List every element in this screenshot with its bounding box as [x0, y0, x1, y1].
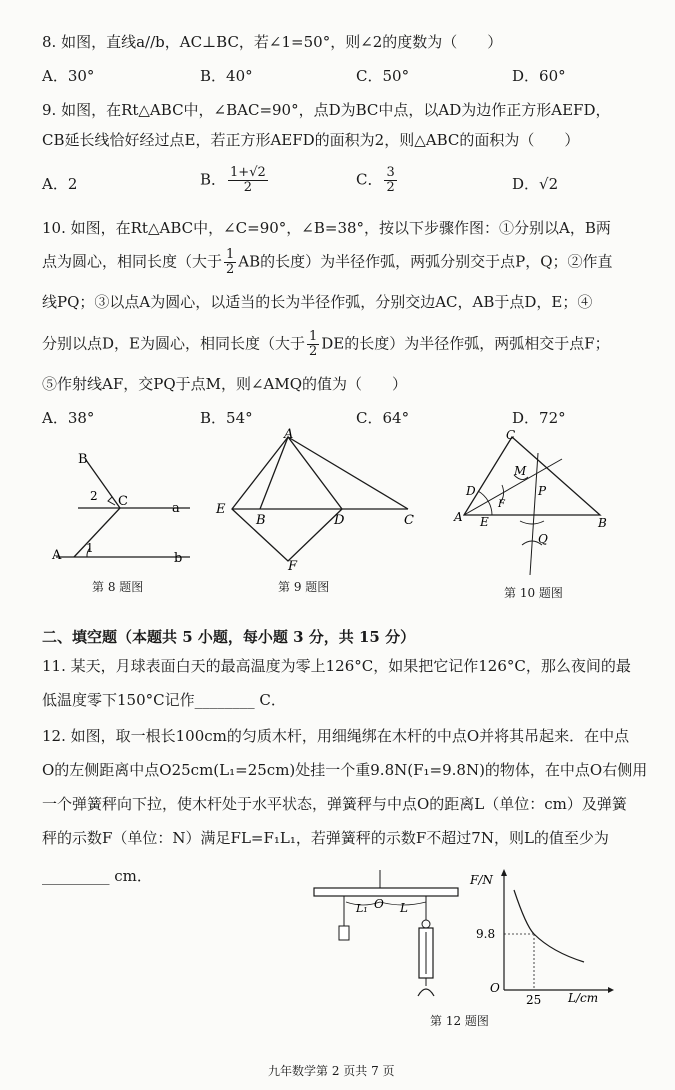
fig12-graph-label-98: 9.8	[476, 927, 496, 941]
q10-option-b: B．54°	[200, 409, 253, 427]
q11-line2: 低温度零下150°C记作________ C．	[42, 691, 286, 709]
q10-line3: 线PQ；③以点A为圆心，以适当的长为半径作弧，分别交边AC，AB于点D，E；④	[42, 293, 593, 311]
fig12-graph-label-origin: O	[490, 981, 500, 995]
q8-option-c: C．50°	[356, 67, 410, 85]
fig12-label-l1: L₁	[356, 902, 368, 915]
fig8-label-c: C	[118, 494, 128, 509]
fig8-caption: 第 8 题图	[92, 580, 144, 594]
fig10-label-f: F	[498, 499, 505, 510]
fig10-label-e: E	[480, 515, 489, 529]
fig12-caption: 第 12 题图	[430, 1014, 489, 1028]
q12-line1: 12. 如图，取一根长100cm的匀质木杆，用细绳绑在木杆的中点O并将其吊起来．在中点	[42, 727, 630, 745]
q10-line1: 10. 如图，在Rt△ABC中，∠C=90°，∠B=38°，按以下步骤作图：①分别以A，B两	[42, 219, 611, 237]
q10-line2-end: AB的长度）为半径作弧，两弧分别交于点P，Q；②作直	[238, 252, 613, 271]
q12-line5: _________ cm．	[42, 867, 152, 885]
q10-option-c: C．64°	[356, 409, 410, 427]
q8-option-a: A．30°	[42, 67, 95, 85]
q10-half-fraction	[224, 248, 236, 277]
fig8-label-angle2: 2	[90, 489, 98, 503]
q10-option-a: A．38°	[42, 409, 95, 427]
fig8-label-a: a	[172, 501, 180, 516]
q12-line3: 一个弹簧秤向下拉，使木杆处于水平状态，弹簧秤与中点O的距离L（单位：cm）及弹簧	[42, 795, 627, 813]
fig8-label-b: B	[78, 452, 88, 467]
fig9-label-d: D	[334, 513, 345, 528]
q9-option-c-numerator: 3	[386, 165, 395, 180]
q9-line2: CB延长线恰好经过点E，若正方形AEFD的面积为2，则△ABC的面积为（ ）	[42, 131, 580, 149]
q9-option-c-denominator: 2	[386, 180, 395, 195]
q9-option-b-fraction	[228, 166, 268, 195]
q10-line2	[42, 248, 613, 277]
fig10-label-d: D	[466, 484, 476, 498]
q10-half-denominator: 2	[226, 262, 235, 277]
q9-option-b	[200, 166, 270, 195]
fig8-label-angle1: 1	[86, 541, 94, 555]
fig10-label-q: Q	[538, 532, 548, 546]
fig12-label-o: O	[374, 897, 384, 911]
q12-line4: 秤的示数F（单位：N）满足FL=F₁L₁，若弹簧秤的示数F不超过7N，则L的值至少为	[42, 829, 609, 847]
page-footer: 九年数学第 2 页共 7 页	[268, 1064, 395, 1078]
fig9-label-a: A	[284, 427, 294, 442]
fig10-label-m: M	[514, 464, 527, 478]
figure-10	[450, 425, 620, 580]
figure-12-graph	[468, 866, 618, 1006]
q10-half-numerator: 1	[226, 247, 235, 262]
q10-half-denominator-2: 2	[308, 344, 318, 359]
q12-line2: O的左侧距离中点O25cm(L₁=25cm)处挂一个重9.8N(F₁=9.8N)的物体，在中点O右侧用	[42, 761, 648, 779]
q10-line5: ⑤作射线AF，交PQ于点M，则∠AMQ的值为（ ）	[42, 375, 408, 393]
q10-line4-start: 分别以点D，E为圆心，相同长度（大于	[42, 334, 305, 353]
q10-half-fraction-2	[307, 330, 319, 359]
q10-half-numerator-2: 1	[308, 329, 318, 344]
fig9-label-c: C	[404, 513, 414, 528]
q9-option-c-fraction	[384, 166, 396, 195]
fig9-label-b: B	[256, 513, 266, 528]
fig12-graph-label-f: F/N	[470, 873, 493, 887]
q9-option-a: A．2	[42, 175, 78, 193]
q9-option-b-denominator: 2	[243, 180, 253, 195]
fig10-label-c: C	[506, 428, 516, 442]
q10-line2-start: 点为圆心，相同长度（大于	[42, 252, 223, 271]
fig9-caption: 第 9 题图	[278, 580, 330, 594]
fig8-label-a-point: A	[52, 548, 62, 563]
q9-option-b-prefix: B．	[200, 170, 227, 189]
q11-line1: 11. 某天，月球表面白天的最高温度为零上126°C，如果把它记作126°C，那么夜间的最	[42, 657, 631, 675]
fig10-label-p: P	[538, 484, 547, 498]
figure-8	[40, 445, 200, 575]
q8-stem: 8. 如图，直线a//b，AC⊥BC，若∠1=50°，则∠2的度数为（ ）	[42, 33, 503, 51]
q9-option-c	[356, 166, 399, 195]
q10-line4	[42, 330, 610, 359]
q9-option-d: D．√2	[512, 175, 559, 193]
q8-option-b: B．40°	[200, 67, 253, 85]
fig12-graph-label-l: L/cm	[568, 991, 599, 1005]
fig10-label-b: B	[598, 516, 607, 530]
q9-line1: 9. 如图，在Rt△ABC中，∠BAC=90°，点D为BC中点，以AD为边作正方形AEFD，	[42, 101, 611, 119]
fig8-label-b-line: b	[174, 551, 183, 566]
figure-12-lever	[306, 870, 466, 1000]
fig10-caption: 第 10 题图	[504, 586, 563, 600]
fig12-label-l: L	[400, 901, 408, 915]
fig12-graph-label-25: 25	[526, 993, 542, 1006]
fig10-label-a: A	[454, 510, 463, 524]
section2-heading: 二、填空题（本题共 5 小题，每小题 3 分，共 15 分）	[42, 628, 416, 646]
fig9-label-e: E	[216, 502, 226, 517]
q10-line4-end: DE的长度）为半径作弧，两弧相交于点F；	[321, 334, 610, 353]
q8-option-d: D．60°	[512, 67, 566, 85]
q9-option-c-prefix: C．	[356, 170, 383, 189]
fig9-label-f: F	[288, 559, 298, 570]
q10-option-d: D．72°	[512, 409, 566, 427]
q9-option-b-numerator: 1+√2	[230, 165, 266, 180]
figure-9	[210, 425, 430, 570]
